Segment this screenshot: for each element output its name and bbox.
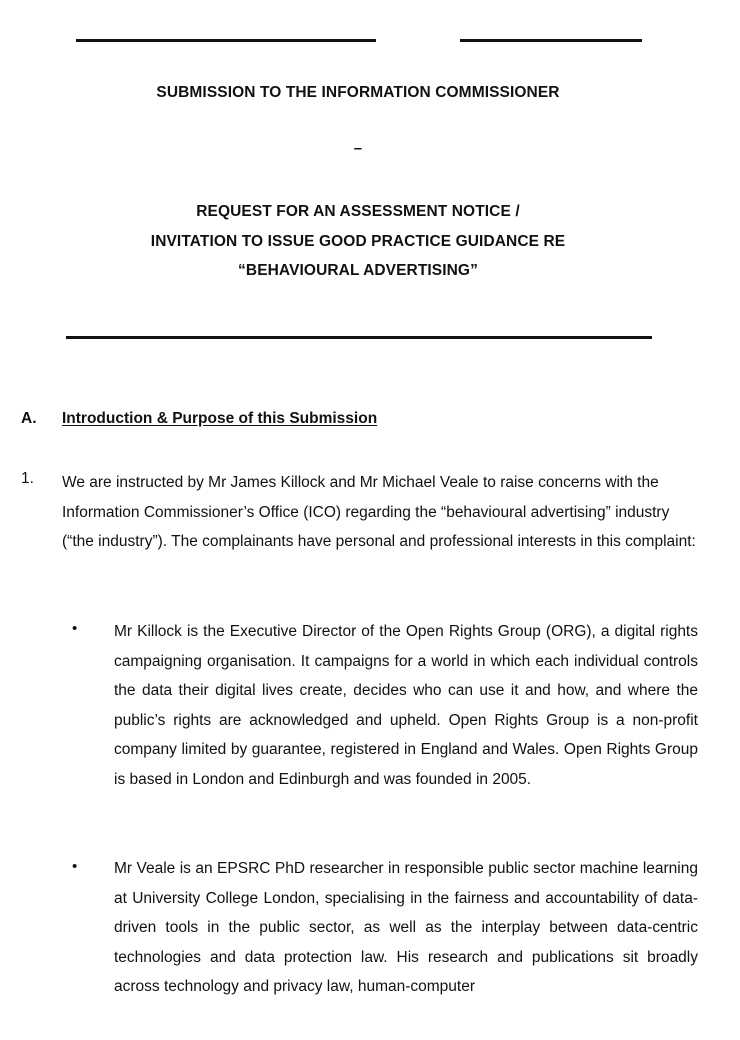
subtitle-line-3: “BEHAVIOURAL ADVERTISING” [238, 262, 478, 279]
bullet-text-killock: Mr Killock is the Executive Director of the Open Rights Group (ORG), a digital rights campaigning organisation. It campaigns for a world in which each individual controls the data their digital lives create, decides who can use it and how, and where the public’s rights are acknowledged and upheld. Open Rights Group is a non-profit company limited by guarantee, registered in England and Wales. Open Rights Group is based in London and Edinburgh and was founded in 2005. [114, 623, 698, 788]
document-title: SUBMISSION TO THE INFORMATION COMMISSIONER [156, 84, 560, 101]
top-rule-left [76, 39, 376, 42]
bullet-marker: • [72, 620, 78, 637]
bullet-text-veale: Mr Veale is an EPSRC PhD researcher in responsible public sector machine learning at University College London, specialising in the fairness and accountability of data-driven tools in the public sector, as well as the interplay between data-centric technologies and data protection law. His research and publications sit broadly across technology and privacy law, human-computer [114, 860, 698, 996]
title-separator: – [353, 140, 363, 157]
top-rule-right [460, 39, 642, 42]
section-heading: Introduction & Purpose of this Submission [62, 410, 378, 427]
paragraph-number: 1. [21, 470, 34, 487]
section-letter: A. [21, 410, 37, 427]
subtitle-line-1: REQUEST FOR AN ASSESSMENT NOTICE / [196, 203, 520, 220]
subtitle-line-2: INVITATION TO ISSUE GOOD PRACTICE GUIDANCE RE [150, 233, 566, 250]
paragraph-text: We are instructed by Mr James Killock and Mr Michael Veale to raise concerns with the Information Commissioner’s Office (ICO) regarding the “behavioural advertising” industry (“the industry”). The complainants have personal and professional interests in this complaint: [62, 474, 696, 550]
bullet-marker: • [72, 858, 78, 875]
bottom-rule [66, 336, 652, 339]
